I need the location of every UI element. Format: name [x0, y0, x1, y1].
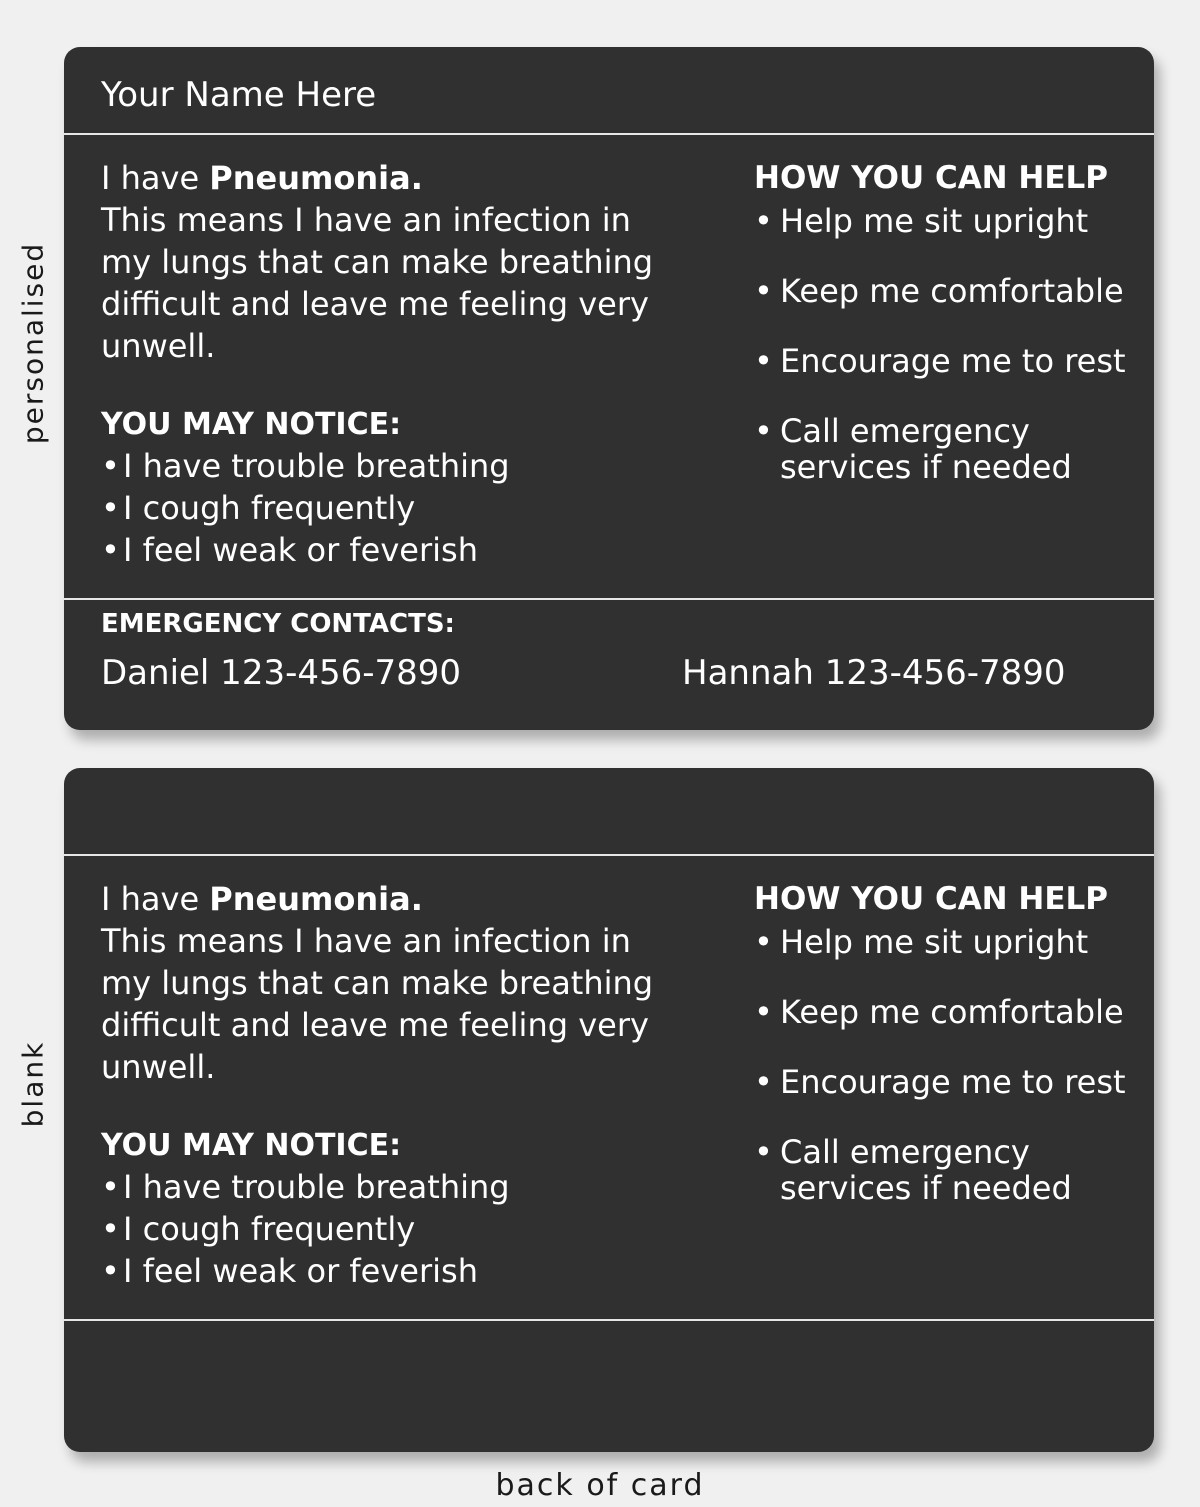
notice-list — [101, 1166, 661, 1292]
help-item: • Keep me comfortable — [754, 272, 1124, 310]
condition-name: Pneumonia. — [209, 159, 423, 197]
divider-bottom — [64, 598, 1154, 600]
intro-prefix: I have — [101, 159, 210, 197]
notice-item: •I have trouble breathing — [101, 447, 510, 485]
side-label-personalised: personalised — [16, 241, 50, 445]
card-blank — [64, 768, 1154, 1452]
notice-title: YOU MAY NOTICE: — [101, 1128, 402, 1163]
help-title: HOW YOU CAN HELP — [754, 160, 1109, 196]
emergency-contact-1: Daniel 123-456-7890 — [101, 653, 462, 693]
help-item: • Call emergency services if needed — [754, 1133, 1072, 1207]
help-item: • Encourage me to rest — [754, 1063, 1126, 1101]
card-name: Your Name Here — [101, 75, 377, 115]
notice-item: •I feel weak or feverish — [101, 531, 478, 569]
left-column — [101, 157, 661, 571]
divider-top — [64, 133, 1154, 135]
condition-description: This means I have an infection in my lungs that can make breathing difficult and leave me feeling very unwell. — [101, 922, 654, 1086]
card-personalised — [64, 47, 1154, 730]
help-list — [754, 924, 1134, 1206]
notice-item: •I feel weak or feverish — [101, 1252, 478, 1290]
help-list — [754, 203, 1134, 485]
divider-top — [64, 854, 1154, 856]
help-item: • Help me sit upright — [754, 202, 1089, 240]
notice-item: •I have trouble breathing — [101, 1168, 510, 1206]
help-item: • Call emergency services if needed — [754, 412, 1072, 486]
left-column — [101, 878, 661, 1292]
side-label-blank: blank — [16, 1040, 50, 1128]
emergency-contact-2: Hannah 123-456-7890 — [682, 653, 1066, 693]
help-item: • Keep me comfortable — [754, 993, 1124, 1031]
back-of-card-label: back of card — [495, 1468, 705, 1503]
notice-list — [101, 445, 661, 571]
help-item: • Help me sit upright — [754, 923, 1089, 961]
help-item: • Encourage me to rest — [754, 342, 1126, 380]
intro-text — [101, 878, 661, 1088]
help-title: HOW YOU CAN HELP — [754, 881, 1109, 917]
notice-item: •I cough frequently — [101, 1210, 416, 1248]
divider-bottom — [64, 1319, 1154, 1321]
right-column — [754, 157, 1134, 519]
intro-prefix: I have — [101, 880, 210, 918]
emergency-contacts-title: EMERGENCY CONTACTS: — [101, 609, 455, 639]
intro-text — [101, 157, 661, 367]
condition-name: Pneumonia. — [209, 880, 423, 918]
notice-title: YOU MAY NOTICE: — [101, 407, 402, 442]
condition-description: This means I have an infection in my lungs that can make breathing difficult and leave me feeling very unwell. — [101, 201, 654, 365]
right-column — [754, 878, 1134, 1240]
notice-item: •I cough frequently — [101, 489, 416, 527]
